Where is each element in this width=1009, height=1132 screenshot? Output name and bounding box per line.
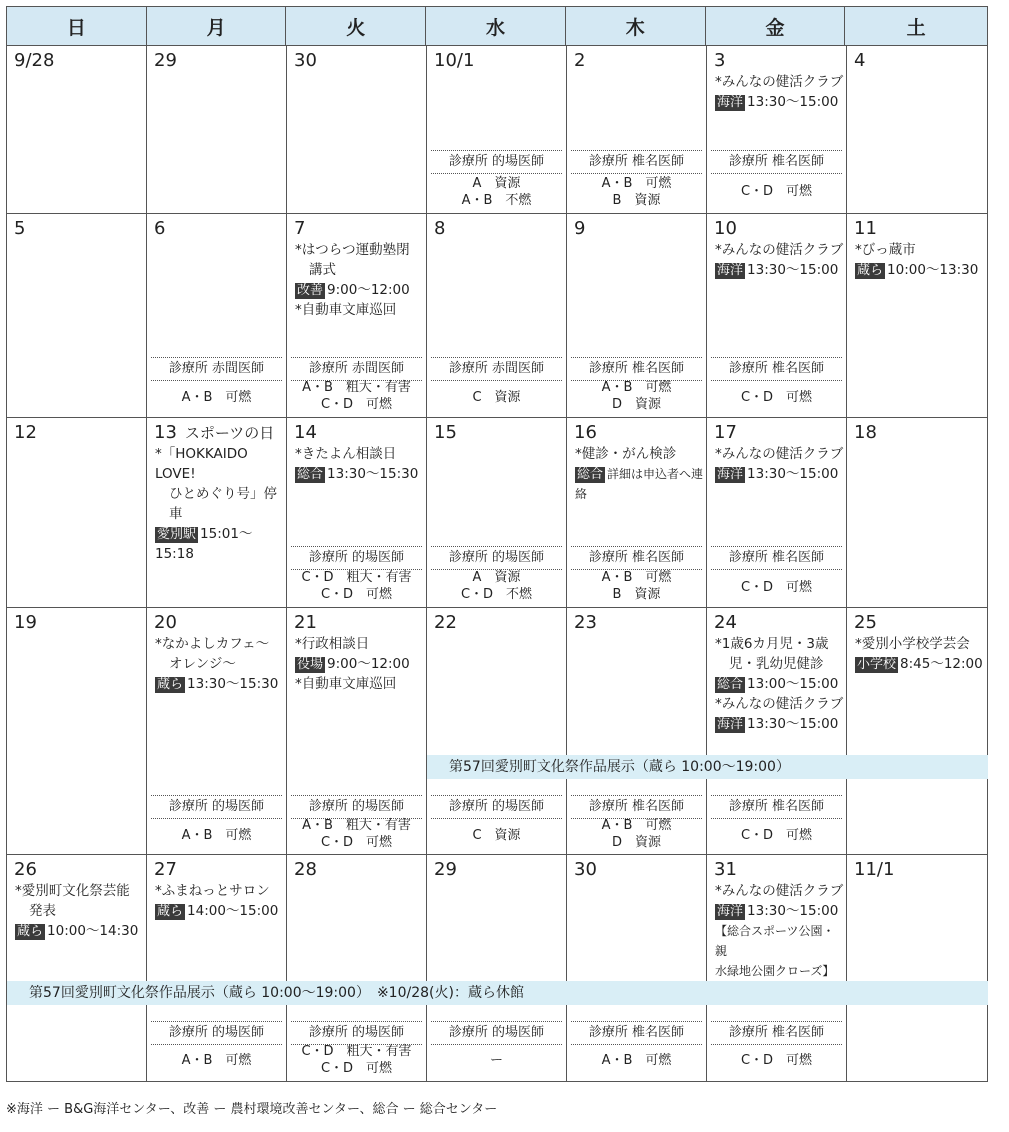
week-row — [6, 855, 988, 1082]
week-row — [6, 46, 988, 214]
day-number: 26 — [14, 859, 37, 880]
venue-tag: 海洋 — [717, 263, 744, 278]
day-number: 30 — [294, 50, 317, 71]
garbage-info: C・D 可燃 — [320, 397, 393, 412]
garbage-info: A・B 可燃 — [601, 176, 672, 191]
garbage-info: A 資源 — [472, 570, 521, 585]
day-cell — [707, 418, 847, 607]
clinic-doctor: 診療所 椎名医師 — [571, 795, 702, 819]
weekday-mon: 月 — [147, 7, 287, 45]
day-cell — [287, 46, 427, 213]
event-time: 13:30〜15:00 — [747, 466, 839, 482]
event-list — [295, 240, 424, 320]
day-cell — [7, 418, 147, 607]
week-row — [6, 214, 988, 418]
event-time: 13:00〜15:00 — [747, 676, 839, 692]
garbage-info: A・B 粗大・有害 — [302, 818, 411, 833]
clinic-doctor: 診療所 赤間医師 — [151, 357, 282, 381]
weekday-thu: 木 — [566, 7, 706, 45]
event-title-cont: オレンジ〜 — [169, 656, 236, 672]
event-list — [715, 444, 844, 484]
venue-tag: 総合 — [717, 677, 744, 692]
event-title: *愛別小学校学芸会 — [855, 636, 970, 652]
day-number: 10 — [714, 218, 737, 239]
day-cell — [847, 418, 988, 607]
clinic-doctor: 診療所 椎名医師 — [571, 546, 702, 570]
venue-tag: 小学校 — [857, 657, 897, 672]
clinic-doctor: 診療所 椎名医師 — [571, 357, 702, 381]
day-cell — [707, 855, 847, 1081]
event-title: *きたよん相談日 — [295, 446, 397, 462]
event-time: 13:30〜15:00 — [747, 94, 839, 110]
clinic-doctor: 診療所 椎名医師 — [711, 1021, 842, 1045]
event-title: *なかよしカフェ〜 — [155, 636, 270, 652]
event-time: 10:00〜13:30 — [887, 262, 979, 278]
clinic-doctor: 診療所 的場医師 — [431, 150, 562, 174]
day-number: 9/28 — [14, 50, 55, 71]
garbage-info: A・B 可燃 — [181, 1053, 252, 1068]
event-title: *自動車文庫巡回 — [295, 302, 397, 318]
garbage-info: C・D 可燃 — [320, 587, 393, 602]
garbage-info: A・B 粗大・有害 — [302, 380, 411, 395]
day-cell — [7, 855, 147, 1081]
venue-tag: 蔵ら — [17, 924, 44, 939]
clinic-doctor: 診療所 赤間医師 — [431, 357, 562, 381]
garbage-info: A・B 可燃 — [601, 1053, 672, 1068]
day-number: 29 — [154, 50, 177, 71]
event-title-cont: 講式 — [309, 262, 336, 278]
day-number: 31 — [714, 859, 737, 880]
weekday-sat: 土 — [906, 16, 926, 39]
garbage-info: ー — [489, 1053, 503, 1068]
event-list — [715, 240, 844, 280]
garbage-info: C・D 不燃 — [460, 587, 533, 602]
event-title-cont: 児・乳幼児健診 — [729, 656, 824, 672]
clinic-doctor: 診療所 的場医師 — [151, 795, 282, 819]
clinic-doctor: 診療所 椎名医師 — [711, 795, 842, 819]
day-number: 24 — [714, 612, 737, 633]
day-cell — [147, 418, 287, 607]
day-cell — [287, 214, 427, 417]
clinic-doctor: 診療所 的場医師 — [431, 546, 562, 570]
exhibition-band: 第57回愛別町文化祭作品展示（蔵ら 10:00〜19:00） ※10/28(火)：蔵ら休館 — [7, 981, 988, 1005]
weekday-fri: 金 — [706, 7, 846, 45]
venue-tag: 役場 — [297, 657, 324, 672]
day-cell — [7, 46, 147, 213]
event-list — [155, 444, 284, 564]
day-number: 4 — [854, 50, 866, 71]
event-list — [295, 634, 424, 694]
day-cell — [147, 608, 287, 854]
event-title: *みんなの健活クラブ — [715, 242, 844, 258]
event-title-cont: 発表 — [29, 903, 56, 919]
day-cell — [287, 418, 427, 607]
event-title: *みんなの健活クラブ — [715, 883, 844, 899]
event-time: 13:30〜15:00 — [747, 903, 839, 919]
day-cell — [7, 214, 147, 417]
garbage-info: A・B 不燃 — [461, 193, 532, 208]
day-number-value: 13 — [154, 422, 177, 443]
event-title: *1歳6カ月児・3歳 — [715, 636, 829, 652]
week-row — [6, 418, 988, 608]
day-number: 25 — [854, 612, 877, 633]
garbage-info: C・D 可燃 — [320, 1061, 393, 1076]
event-time: 13:30〜15:00 — [747, 262, 839, 278]
day-cell — [847, 855, 988, 1081]
day-cell — [567, 855, 707, 1081]
clinic-doctor: 診療所 椎名医師 — [711, 546, 842, 570]
day-number: 21 — [294, 612, 317, 633]
event-list — [155, 881, 284, 921]
day-number: 8 — [434, 218, 446, 239]
event-title: *健診・がん検診 — [575, 446, 677, 462]
day-cell — [567, 46, 707, 213]
event-title: *びっ蔵市 — [855, 242, 916, 258]
clinic-doctor: 診療所 椎名医師 — [711, 357, 842, 381]
day-number: 18 — [854, 422, 877, 443]
event-title: *「HOKKAIDO LOVE! — [155, 446, 248, 482]
venue-tag: 蔵ら — [157, 677, 184, 692]
event-list — [155, 634, 284, 694]
day-number: 20 — [154, 612, 177, 633]
exhibition-band: 第57回愛別町文化祭作品展示（蔵ら 10:00〜19:00） — [427, 755, 988, 779]
weekday-sun: 日 — [7, 7, 147, 45]
venue-tag: 愛別駅 — [157, 527, 197, 542]
holiday-name: スポーツの日 — [184, 424, 275, 442]
event-time: 13:30〜15:30 — [327, 466, 419, 482]
garbage-info: A・B 可燃 — [181, 828, 252, 843]
event-list — [855, 240, 986, 280]
garbage-info: D 資源 — [611, 835, 661, 850]
day-number: 7 — [294, 218, 306, 239]
venue-tag: 海洋 — [717, 95, 744, 110]
day-number: 10/1 — [434, 50, 475, 71]
garbage-info: C・D 可燃 — [740, 390, 813, 405]
event-list — [855, 634, 986, 674]
day-cell — [847, 608, 988, 854]
clinic-doctor: 診療所 的場医師 — [291, 546, 422, 570]
venue-tag: 海洋 — [717, 904, 744, 919]
day-number: 14 — [294, 422, 317, 443]
clinic-doctor: 診療所 的場医師 — [291, 795, 422, 819]
calendar — [6, 6, 988, 1082]
day-cell — [427, 214, 567, 417]
event-time: 8:45〜12:00 — [900, 656, 983, 672]
event-time: 13:30〜15:00 — [747, 716, 839, 732]
venue-tag: 海洋 — [717, 717, 744, 732]
garbage-info: C・D 可燃 — [740, 828, 813, 843]
day-cell — [147, 214, 287, 417]
clinic-doctor: 診療所 椎名医師 — [571, 150, 702, 174]
clinic-doctor: 診療所 的場医師 — [431, 795, 562, 819]
event-title: *みんなの健活クラブ — [715, 696, 844, 712]
event-title-cont: ひとめぐり号」停車 — [169, 486, 277, 522]
day-number: 16 — [574, 422, 597, 443]
clinic-doctor: 診療所 赤間医師 — [291, 357, 422, 381]
event-title: *行政相談日 — [295, 636, 370, 652]
day-cell — [847, 214, 988, 417]
venue-tag: 総合 — [577, 467, 604, 482]
garbage-info: A・B 可燃 — [181, 390, 252, 405]
day-cell — [147, 855, 287, 1081]
day-cell — [287, 855, 427, 1081]
venue-tag: 総合 — [297, 467, 324, 482]
event-list — [715, 881, 844, 981]
event-list — [715, 634, 844, 734]
garbage-info: C・D 可燃 — [740, 580, 813, 595]
clinic-doctor: 診療所 的場医師 — [431, 1021, 562, 1045]
garbage-info: A・B 可燃 — [601, 380, 672, 395]
day-cell — [427, 418, 567, 607]
event-title: *ふまねっとサロン — [155, 883, 270, 899]
day-cell — [567, 418, 707, 607]
garbage-info: A・B 可燃 — [601, 570, 672, 585]
garbage-info: C・D 粗大・有害 — [301, 1044, 412, 1059]
clinic-doctor: 診療所 椎名医師 — [571, 1021, 702, 1045]
event-time: 10:00〜14:30 — [47, 923, 139, 939]
event-title: *はつらつ運動塾閉 — [295, 242, 410, 258]
venue-tag: 蔵ら — [857, 263, 884, 278]
closure-note: 水緑地公園クローズ】 — [715, 964, 835, 978]
venue-tag: 海洋 — [717, 467, 744, 482]
event-title: *みんなの健活クラブ — [715, 446, 844, 462]
day-number: 30 — [574, 859, 597, 880]
day-number — [154, 422, 274, 443]
garbage-info: C・D 可燃 — [740, 1053, 813, 1068]
week-row — [6, 608, 988, 855]
event-time: 15:01〜15:18 — [155, 526, 253, 562]
event-time: 13:30〜15:30 — [187, 676, 279, 692]
garbage-info: C・D 可燃 — [320, 835, 393, 850]
event-time: 詳細は申込者へ連絡 — [575, 467, 704, 501]
day-cell — [567, 608, 707, 854]
day-cell — [427, 608, 567, 854]
event-list — [15, 881, 144, 941]
day-number: 15 — [434, 422, 457, 443]
day-number: 12 — [14, 422, 37, 443]
garbage-info: B 資源 — [612, 587, 661, 602]
day-cell — [147, 46, 287, 213]
day-cell — [427, 855, 567, 1081]
day-number: 22 — [434, 612, 457, 633]
day-cell — [707, 608, 847, 854]
event-time: 14:00〜15:00 — [187, 903, 279, 919]
garbage-info: D 資源 — [611, 397, 661, 412]
event-title: *愛別町文化祭芸能 — [15, 883, 130, 899]
weekday-tue: 火 — [286, 7, 426, 45]
garbage-info: C 資源 — [472, 828, 521, 843]
garbage-info: C・D 粗大・有害 — [301, 570, 412, 585]
garbage-info: C・D 可燃 — [740, 184, 813, 199]
event-list — [575, 444, 704, 504]
closure-note: 【総合スポーツ公園・親 — [715, 924, 835, 958]
day-cell — [7, 608, 147, 854]
event-time: 9:00〜12:00 — [327, 282, 410, 298]
garbage-info: C 資源 — [472, 390, 521, 405]
venue-tag: 改善 — [297, 283, 324, 298]
day-cell — [847, 46, 988, 213]
event-list — [715, 72, 844, 112]
day-number: 6 — [154, 218, 166, 239]
day-number: 19 — [14, 612, 37, 633]
day-number: 3 — [714, 50, 726, 71]
garbage-info: B 資源 — [612, 193, 661, 208]
legend-footnote: ※海洋 ー B&G海洋センター、改善 ー 農村環境改善センター、総合 ー 総合センター — [6, 1102, 498, 1117]
day-number: 2 — [574, 50, 586, 71]
day-cell — [427, 46, 567, 213]
venue-tag: 蔵ら — [157, 904, 184, 919]
event-list — [295, 444, 424, 484]
day-number: 5 — [14, 218, 26, 239]
day-cell — [287, 608, 427, 854]
day-number: 27 — [154, 859, 177, 880]
weekday-header — [6, 6, 988, 46]
day-cell — [567, 214, 707, 417]
event-time: 9:00〜12:00 — [327, 656, 410, 672]
day-number: 23 — [574, 612, 597, 633]
event-title: *自動車文庫巡回 — [295, 676, 397, 692]
garbage-info: A・B 可燃 — [601, 818, 672, 833]
event-title: *みんなの健活クラブ — [715, 74, 844, 90]
clinic-doctor: 診療所 的場医師 — [151, 1021, 282, 1045]
clinic-doctor: 診療所 的場医師 — [291, 1021, 422, 1045]
day-number: 17 — [714, 422, 737, 443]
day-number: 11/1 — [854, 859, 895, 880]
weekday-wed: 水 — [426, 7, 566, 45]
garbage-info: A 資源 — [472, 176, 521, 191]
day-cell — [707, 46, 847, 213]
day-number: 9 — [574, 218, 586, 239]
clinic-doctor: 診療所 椎名医師 — [711, 150, 842, 174]
day-cell — [707, 214, 847, 417]
day-number: 29 — [434, 859, 457, 880]
day-number: 28 — [294, 859, 317, 880]
day-number: 11 — [854, 218, 877, 239]
